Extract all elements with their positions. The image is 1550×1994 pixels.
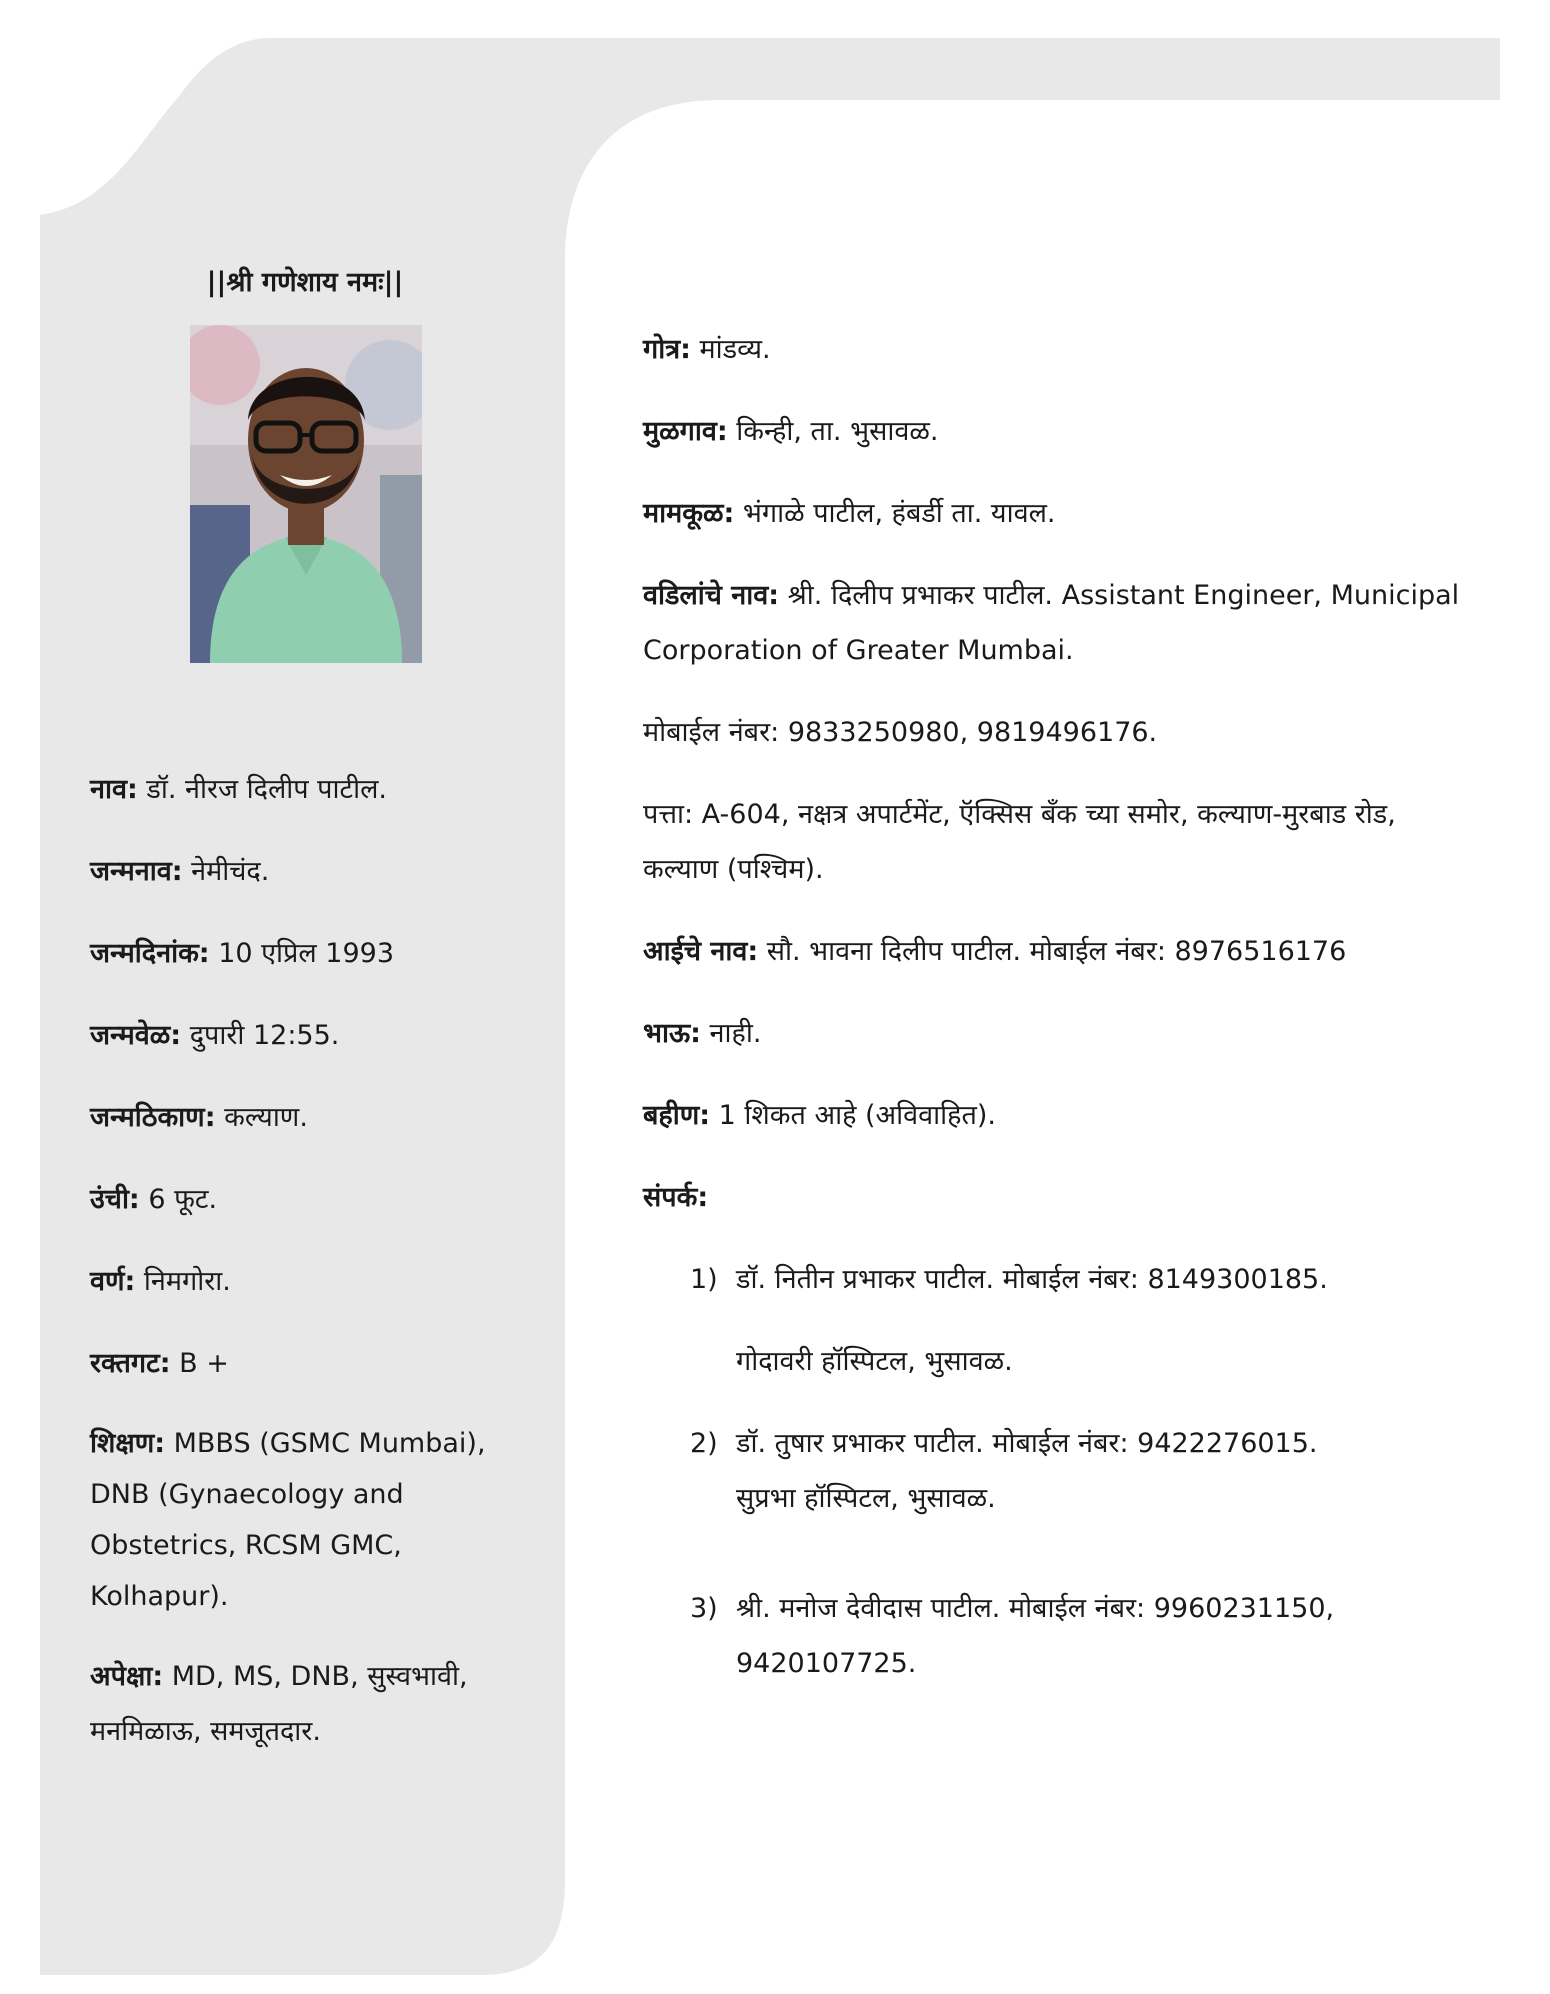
field-maternal-family <box>643 486 1473 541</box>
field-education <box>90 1418 530 1622</box>
field-value: नाही. <box>700 1018 762 1049</box>
field-value: B + <box>170 1348 229 1379</box>
field-value: डॉ. नीरज दिलीप पाटील. <box>137 774 387 805</box>
field-value: 10 एप्रिल 1993 <box>209 938 395 969</box>
list-item <box>643 1416 1473 1526</box>
field-gotra <box>643 322 1473 377</box>
list-item <box>643 1252 1473 1389</box>
field-value: MBBS (GSMC Mumbai), DNB (Gynaecology and Obstetrics, RCSM GMC, Kolhapur). <box>90 1428 486 1612</box>
field-height <box>90 1172 530 1227</box>
field-label: अपेक्षा: <box>90 1661 164 1692</box>
list-number: 2) <box>690 1428 718 1459</box>
field-blood-group <box>90 1336 530 1391</box>
field-value: MD, MS, DNB, सुस्वभावी, मनमिळाऊ, समजूतदार. <box>90 1661 468 1747</box>
field-label: जन्मठिकाण: <box>90 1102 216 1133</box>
field-value: कल्याण. <box>215 1102 308 1133</box>
field-name <box>90 762 530 817</box>
contact-line: श्री. मनोज देवीदास पाटील. मोबाईल नंबर: 9960231150, <box>736 1593 1335 1624</box>
field-label: मुळगाव: <box>643 416 728 447</box>
list-item <box>643 1581 1473 1691</box>
field-birth-time <box>90 1008 530 1063</box>
field-value: पत्ता: A-604, नक्षत्र अपार्टमेंट, ऍक्सिस बँक च्या समोर, कल्याण-मुरबाड रोड, कल्याण (पश्चिम). <box>643 799 1396 885</box>
invocation-heading: ||श्री गणेशाय नमः|| <box>206 267 404 298</box>
field-value: 6 फूट. <box>139 1184 218 1215</box>
field-expectations <box>90 1649 530 1759</box>
field-value: मांडव्य. <box>690 334 771 365</box>
field-label: आईचे नाव: <box>643 936 759 967</box>
field-label: संपर्क: <box>643 1182 709 1213</box>
field-father-name <box>643 568 1473 678</box>
field-label: जन्मदिनांक: <box>90 938 210 969</box>
field-label: बहीण: <box>643 1100 711 1131</box>
field-value: नेमीचंद. <box>182 856 270 887</box>
field-value: किन्ही, ता. भुसावळ. <box>727 416 939 447</box>
field-value: मोबाईल नंबर: 9833250980, 9819496176. <box>643 717 1158 748</box>
field-value: सौ. भावना दिलीप पाटील. मोबाईल नंबर: 8976516176 <box>758 936 1347 967</box>
field-mother-name <box>643 924 1473 979</box>
field-label: भाऊ: <box>643 1018 701 1049</box>
field-label: मामकूळ: <box>643 498 735 529</box>
family-details <box>643 322 1473 1691</box>
field-label: वर्ण: <box>90 1266 136 1297</box>
field-label: जन्मवेळ: <box>90 1020 182 1051</box>
profile-photo <box>190 325 422 663</box>
field-value: 1 शिकत आहे (अविवाहित). <box>710 1100 997 1131</box>
field-birth-name <box>90 844 530 899</box>
contact-list <box>643 1252 1473 1691</box>
field-brother <box>643 1006 1473 1061</box>
field-address <box>643 787 1473 897</box>
field-contact-heading <box>643 1170 1473 1225</box>
field-label: गोत्र: <box>643 334 691 365</box>
field-sister <box>643 1088 1473 1143</box>
field-label: रक्तगट: <box>90 1348 171 1379</box>
list-number: 1) <box>690 1264 718 1295</box>
personal-details <box>90 762 530 1786</box>
field-label: उंची: <box>90 1184 140 1215</box>
contact-line: गोदावरी हॉस्पिटल, भुसावळ. <box>736 1346 1013 1377</box>
field-value: निमगोरा. <box>135 1266 231 1297</box>
list-number: 3) <box>690 1593 718 1624</box>
contact-line: 9420107725. <box>736 1648 917 1679</box>
field-birth-date <box>90 926 530 981</box>
field-label: शिक्षण: <box>90 1428 166 1459</box>
contact-line: डॉ. नितीन प्रभाकर पाटील. मोबाईल नंबर: 8149300185. <box>736 1264 1328 1295</box>
field-value: दुपारी 12:55. <box>181 1020 340 1051</box>
field-value: श्री. दिलीप प्रभाकर पाटील. Assistant Engineer, Municipal Corporation of Greater Mumbai. <box>643 580 1460 666</box>
field-native-village <box>643 404 1473 459</box>
contact-line: सुप्रभा हॉस्पिटल, भुसावळ. <box>736 1483 996 1514</box>
field-label: वडिलांचे नाव: <box>643 580 780 611</box>
field-father-mobile <box>643 705 1473 760</box>
field-value: भंगाळे पाटील, हंबर्डी ता. यावल. <box>734 498 1056 529</box>
field-label: जन्मनाव: <box>90 856 183 887</box>
field-complexion <box>90 1254 530 1309</box>
field-birth-place <box>90 1090 530 1145</box>
field-label: नाव: <box>90 774 138 805</box>
contact-line: डॉ. तुषार प्रभाकर पाटील. मोबाईल नंबर: 9422276015. <box>736 1428 1318 1459</box>
